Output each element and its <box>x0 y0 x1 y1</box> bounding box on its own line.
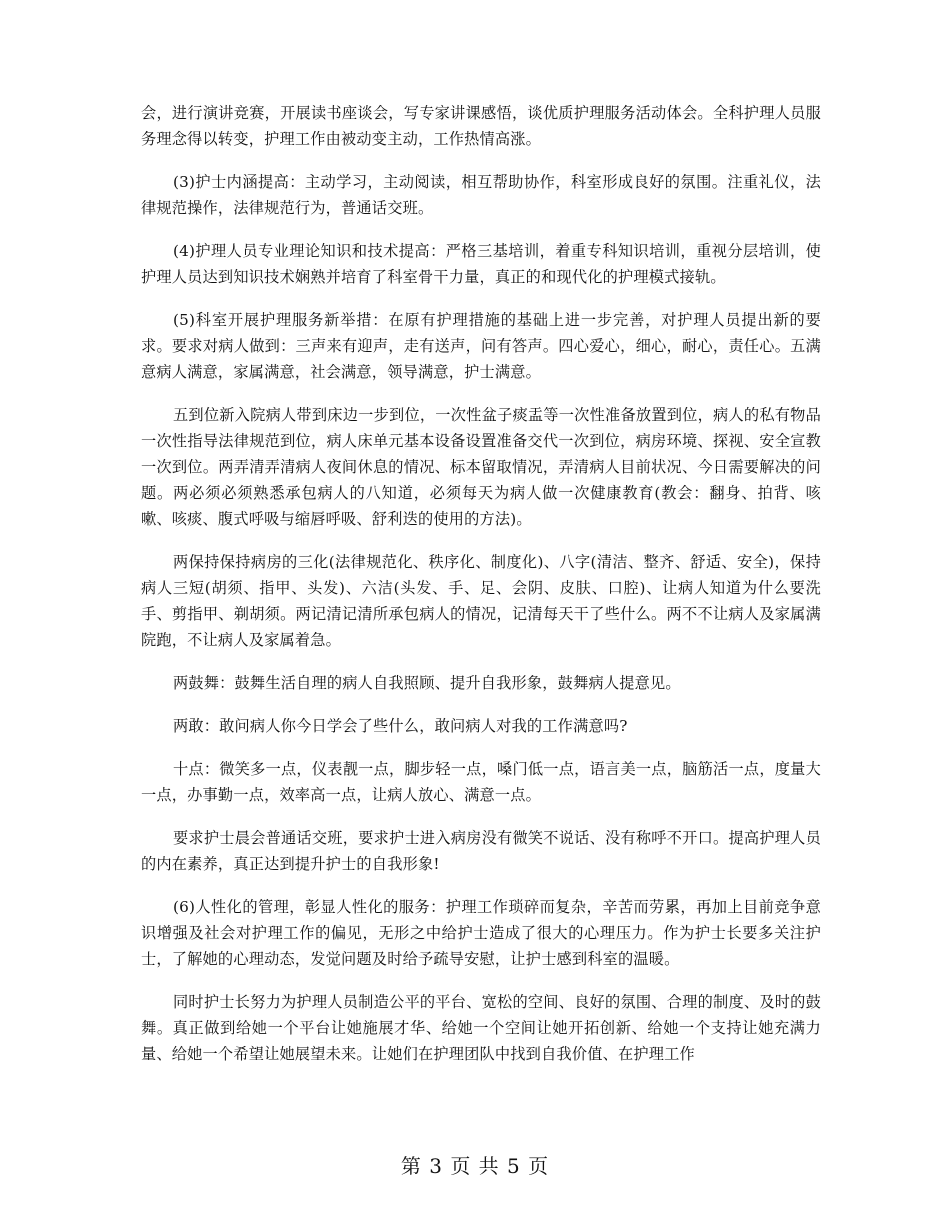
page-footer: 第 3 页 共 5 页 <box>400 1154 550 1178</box>
paragraph-9: 十点：微笑多一点，仪表靓一点，脚步轻一点，嗓门低一点，语言美一点，脑筋活一点，度量大一点，办事勤一点，效率高一点，让病人放心、满意一点。 <box>141 760 821 804</box>
document-body <box>141 100 821 1084</box>
paragraph-5: 五到位新入院病人带到床边一步到位，一次性盆子痰盂等一次性准备放置到位，病人的私有物品一次性指导法律规范到位，病人床单元基本设备设置准备交代一次到位，病房环境、探视、安全宣教一次到位。两弄清弄清病人夜间休息的情况、标本留取情况，弄清病人目前状况、今日需要解决的问题。两必须必须熟悉承包病人的八知道，必须每天为病人做一次健康教育(教会：翻身、拍背、咳嗽、咳痰、腹式呼吸与缩唇呼吸、舒利迭的使用的方法)。 <box>141 406 821 528</box>
paragraph-11: (6)人性化的管理，彰显人性化的服务：护理工作琐碎而复杂，辛苦而劳累，再加上目前竞争意识增强及社会对护理工作的偏见，无形之中给护士造成了很大的心理压力。作为护士长要多关注护士，了解她的心理动态，发觉问题及时给予疏导安慰，让护士感到科室的温暖。 <box>141 898 821 968</box>
paragraph-4: (5)科室开展护理服务新举措：在原有护理措施的基础上进一步完善，对护理人员提出新的要求。要求对病人做到：三声来有迎声，走有送声，问有答声。四心爱心，细心，耐心，责任心。五满意病人满意，家属满意，社会满意，领导满意，护士满意。 <box>141 311 821 381</box>
paragraph-12: 同时护士长努力为护理人员制造公平的平台、宽松的空间、良好的氛围、合理的制度、及时的鼓舞。真正做到给她一个平台让她施展才华、给她一个空间让她开拓创新、给她一个支持让她充满力量、给她一个希望让她展望未来。让她们在护理团队中找到自我价值、在护理工作 <box>141 993 821 1063</box>
paragraph-6: 两保持保持病房的三化(法律规范化、秩序化、制度化)、八字(清洁、整齐、舒适、安全)，保持病人三短(胡须、指甲、头发)、六洁(头发、手、足、会阴、皮肤、口腔)、让病人知道为什么要洗手、剪指甲、剃胡须。两记清记清所承包病人的情况，记清每天干了些什么。两不不让病人及家属满院跑，不让病人及家属着急。 <box>141 553 821 649</box>
paragraph-8: 两敢：敢问病人你今日学会了些什么，敢问病人对我的工作满意吗? <box>173 717 628 735</box>
paragraph-1: 会，进行演讲竞赛，开展读书座谈会，写专家讲课感悟，谈优质护理服务活动体会。全科护理人员服务理念得以转变，护理工作由被动变主动，工作热情高涨。 <box>141 104 821 148</box>
paragraph-2: (3)护士内涵提高：主动学习，主动阅读，相互帮助协作，科室形成良好的氛围。注重礼仪，法律规范操作，法律规范行为，普通话交班。 <box>141 173 821 217</box>
paragraph-3: (4)护理人员专业理论知识和技术提高：严格三基培训，着重专科知识培训，重视分层培训，使护理人员达到知识技术娴熟并培育了科室骨干力量，真正的和现代化的护理模式接轨。 <box>141 242 821 286</box>
paragraph-10: 要求护士晨会普通话交班，要求护士进入病房没有微笑不说话、没有称呼不开口。提高护理人员的内在素养，真正达到提升护士的自我形象! <box>141 829 821 873</box>
paragraph-7: 两鼓舞：鼓舞生活自理的病人自我照顾、提升自我形象，鼓舞病人提意见。 <box>173 674 681 692</box>
